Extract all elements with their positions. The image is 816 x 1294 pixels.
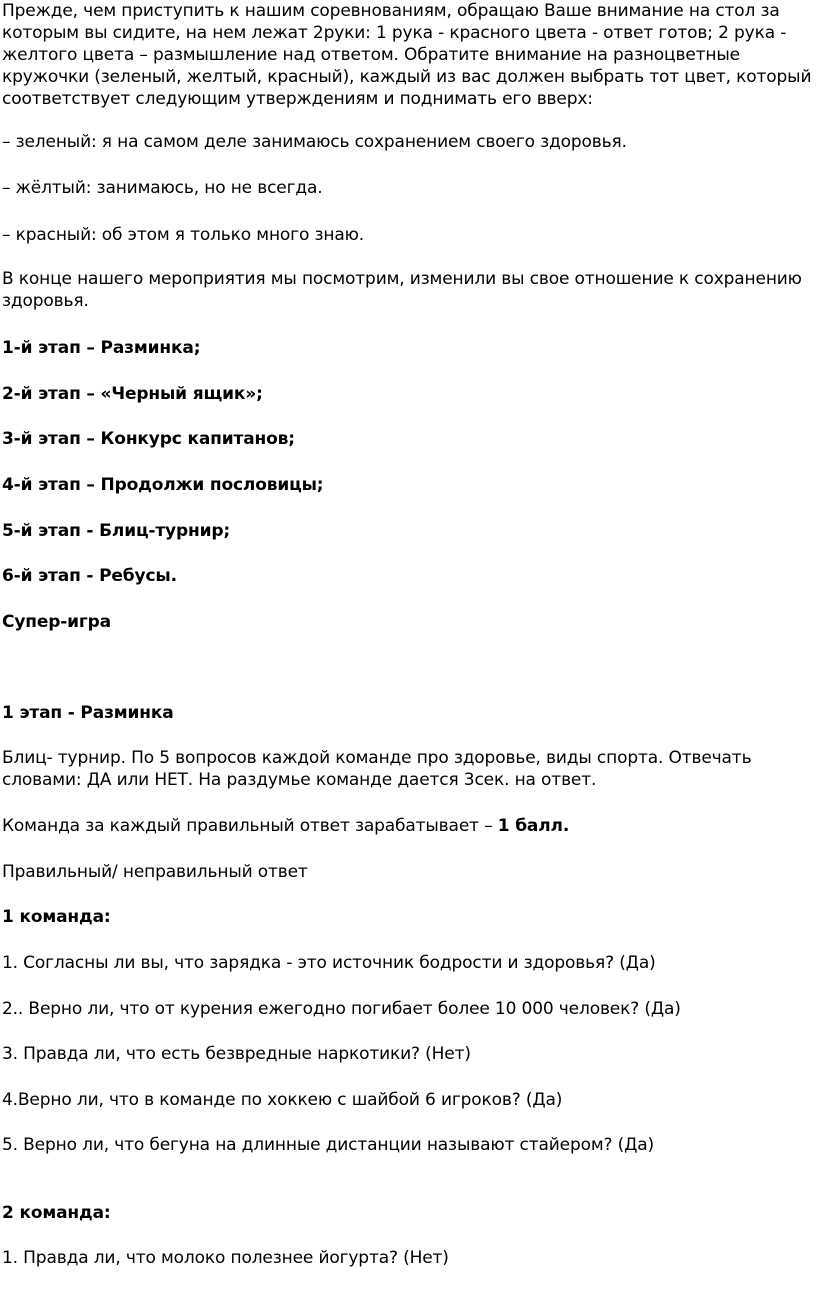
team2-heading: 2 команда: bbox=[2, 1203, 111, 1223]
super-game-item: Супер-игра bbox=[2, 612, 111, 632]
stage-item: 4-й этап – Продолжи пословицы; bbox=[2, 475, 324, 495]
answer-label: Правильный/ неправильный ответ bbox=[2, 862, 308, 882]
color-red-line: – красный: об этом я только много знаю. bbox=[2, 225, 364, 245]
team1-question: 2.. Верно ли, что от курения ежегодно погибает более 10 000 человек? (Да) bbox=[2, 999, 681, 1019]
stage-item: 5-й этап - Блиц-турнир; bbox=[2, 521, 231, 541]
stage-item: 6-й этап - Ребусы. bbox=[2, 566, 177, 586]
stage1-description: Блиц- турнир. По 5 вопросов каждой команде про здоровье, виды спорта. Отвечать словами: ДА или НЕТ. На раздумье команде дается 3сек. на ответ. bbox=[2, 748, 752, 790]
score-value: 1 балл. bbox=[497, 816, 570, 836]
team1-question: 5. Верно ли, что бегуна на длинные дистанции называют стайером? (Да) bbox=[2, 1135, 655, 1155]
color-green-line: – зеленый: я на самом деле занимаюсь сохранением своего здоровья. bbox=[2, 132, 627, 152]
score-text: Команда за каждый правильный ответ зарабатывает – bbox=[2, 816, 498, 836]
team2-question: 1. Правда ли, что молоко полезнее йогурта? (Нет) bbox=[2, 1248, 449, 1268]
stage1-heading: 1 этап - Разминка bbox=[2, 703, 174, 723]
stage-item: 3-й этап – Конкурс капитанов; bbox=[2, 429, 295, 449]
color-yellow-line: – жёлтый: занимаюсь, но не всегда. bbox=[2, 178, 323, 198]
intro-paragraph: Прежде, чем приступить к нашим соревнованиям, обращаю Ваше внимание на стол за которым вы сидите, на нем лежат 2руки: 1 рука - красного цвета - ответ готов; 2 рука - желтого цвета – размышление над ответом. Обратите внимание на разноцветные кружочки (зеленый, желтый, красный), каждый из вас должен выбрать тот цвет, который соответствует следующим утверждениям и поднимать его вверх: bbox=[2, 1, 812, 109]
team1-question: 1. Согласны ли вы, что зарядка - это источник бодрости и здоровья? (Да) bbox=[2, 953, 656, 973]
team1-question: 4.Верно ли, что в команде по хоккею с шайбой 6 игроков? (Да) bbox=[2, 1090, 563, 1110]
stage-item: 2-й этап – «Черный ящик»; bbox=[2, 384, 263, 404]
team1-question: 3. Правда ли, что есть безвредные наркотики? (Нет) bbox=[2, 1044, 471, 1064]
score-line bbox=[2, 815, 814, 837]
stage-item: 1-й этап – Разминка; bbox=[2, 338, 201, 358]
closing-paragraph: В конце нашего мероприятия мы посмотрим, изменили вы свое отношение к сохранению здоровья. bbox=[2, 269, 802, 311]
team1-heading: 1 команда: bbox=[2, 907, 111, 927]
